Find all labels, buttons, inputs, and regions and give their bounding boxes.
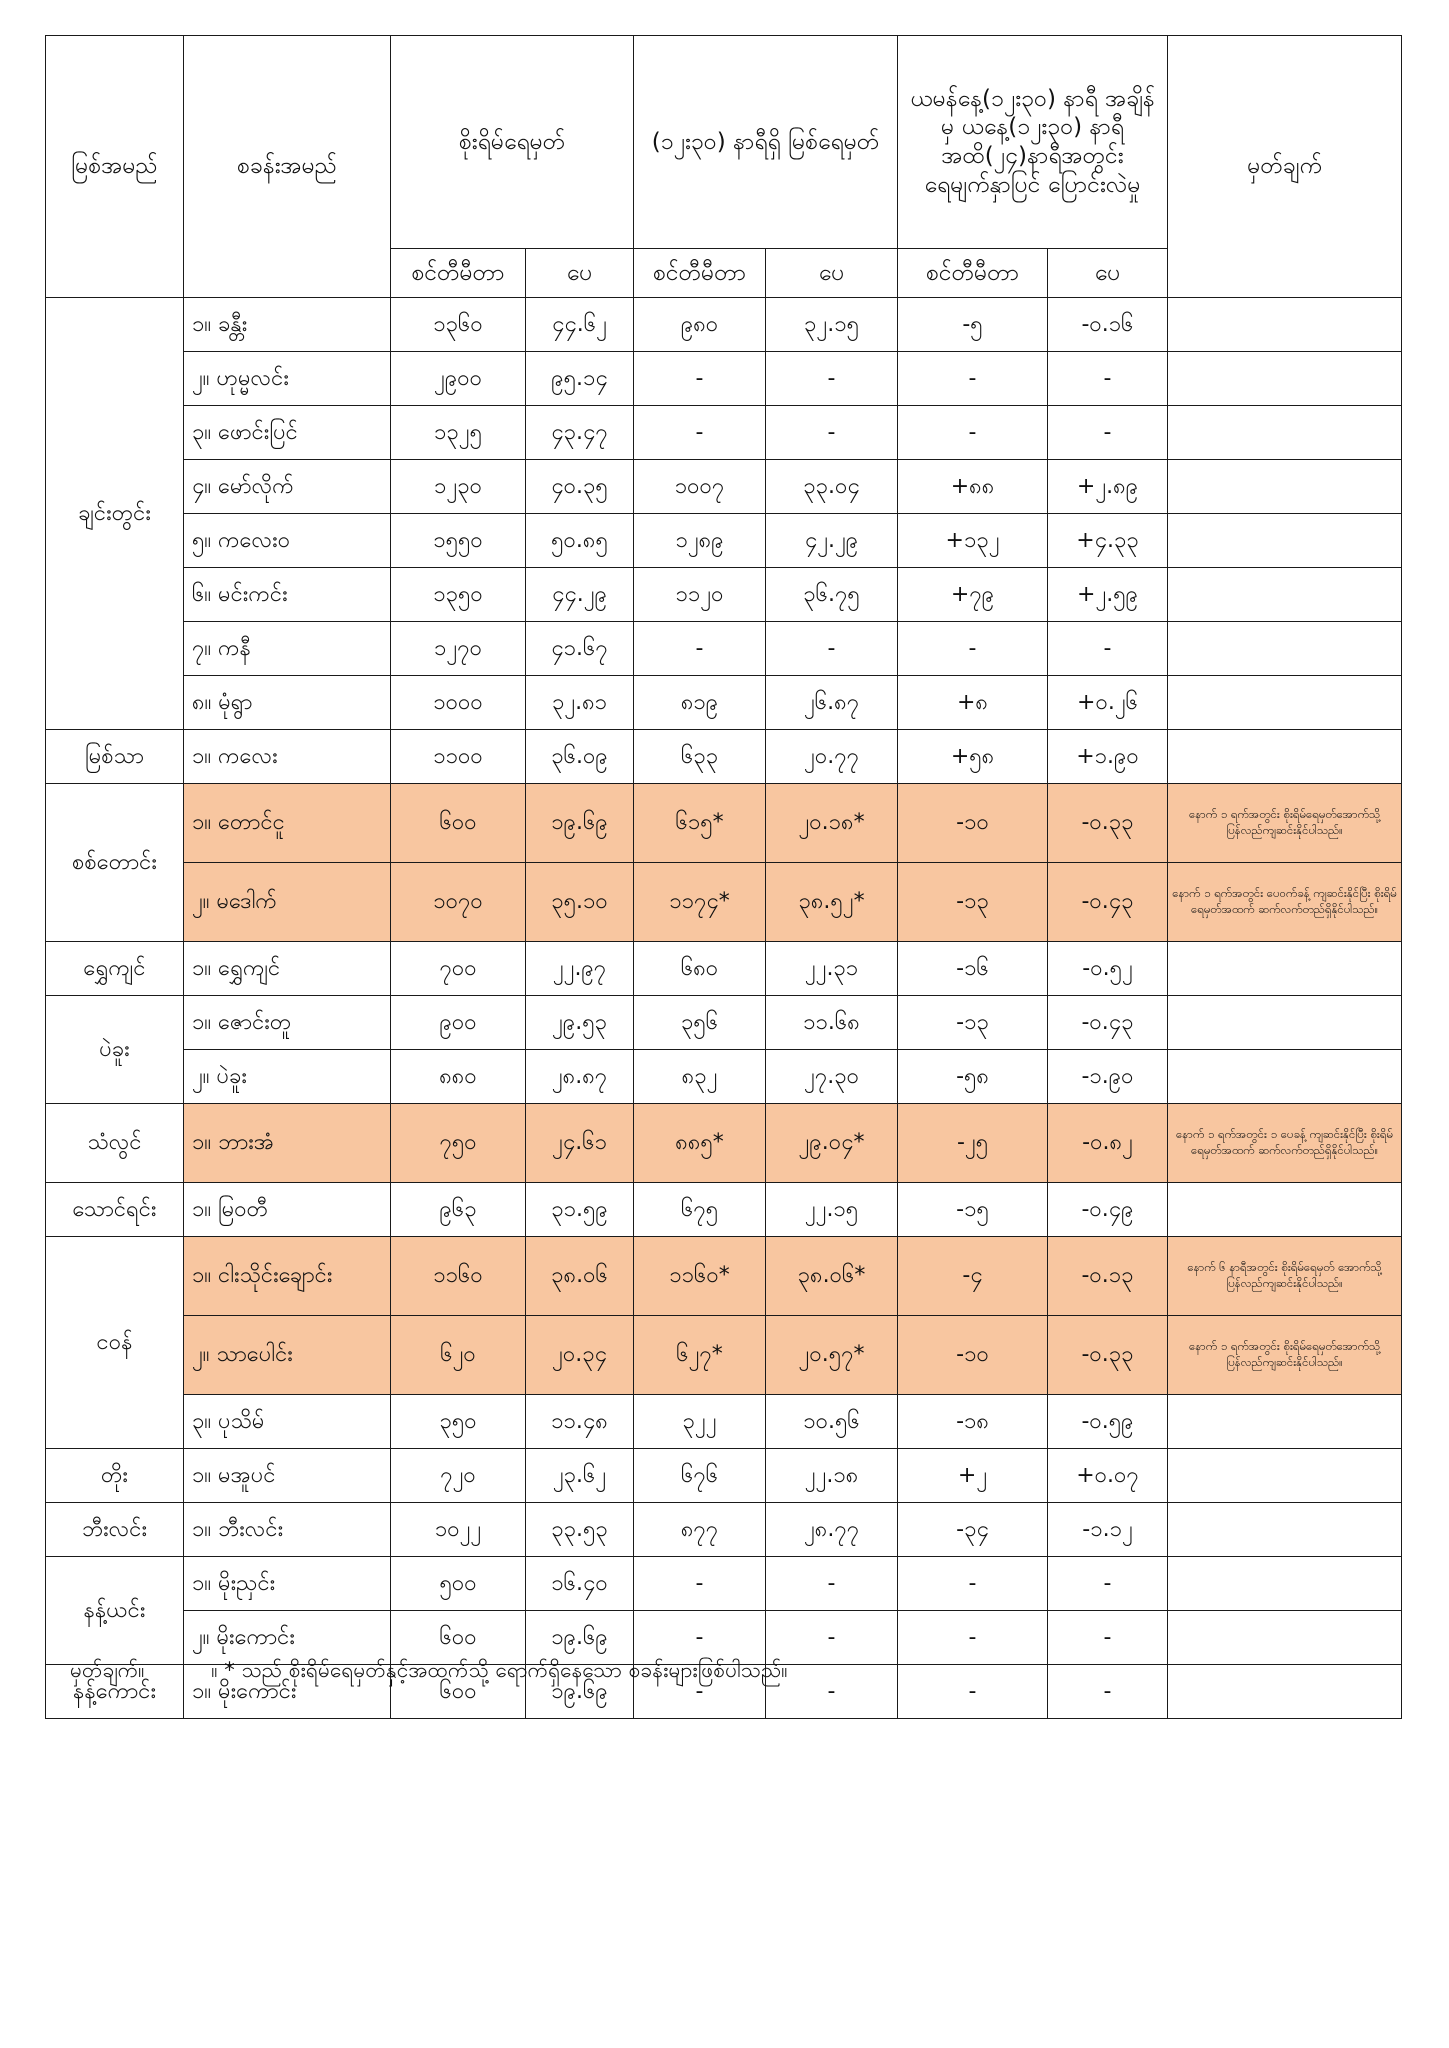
observed-cm: ၆၇၅ [634, 1183, 766, 1237]
danger-ft: ၄၃.၄၇ [526, 406, 634, 460]
river-name: စစ်တောင်း [46, 784, 184, 942]
remark-cell [1168, 942, 1402, 996]
river-name: ဘီးလင်း [46, 1503, 184, 1557]
danger-ft: ၁၉.၆၉ [526, 1611, 634, 1665]
change-cm: - [898, 352, 1048, 406]
river-name: ချင်းတွင်း [46, 298, 184, 730]
observed-ft: ၁၀.၅၆ [766, 1395, 898, 1449]
header-river: မြစ်အမည် [46, 36, 184, 298]
danger-cm: ၆၀၀ [391, 784, 526, 863]
danger-ft: ၄၁.၆၇ [526, 622, 634, 676]
remark-cell [1168, 1557, 1402, 1611]
change-ft: -၀.၅၉ [1048, 1395, 1168, 1449]
observed-ft: ၂၈.၇၇ [766, 1503, 898, 1557]
station-name: ၃။ ပုသိမ် [184, 1395, 391, 1449]
observed-cm: ၃၅၆ [634, 996, 766, 1050]
river-name: မြစ်သာ [46, 730, 184, 784]
river-name: တိုး [46, 1449, 184, 1503]
change-ft: -၁.၁၂ [1048, 1503, 1168, 1557]
change-cm: -၂၅ [898, 1104, 1048, 1183]
danger-cm: ၁၁၆၀ [391, 1237, 526, 1316]
station-name: ၂။ သာပေါင်း [184, 1316, 391, 1395]
remark-cell [1168, 1050, 1402, 1104]
danger-cm: ၂၉၀၀ [391, 352, 526, 406]
river-level-table [45, 35, 1402, 1719]
observed-ft: - [766, 622, 898, 676]
change-cm: - [898, 1665, 1048, 1719]
observed-cm: ၆၁၅* [634, 784, 766, 863]
danger-cm: ၈၈၀ [391, 1050, 526, 1104]
observed-cm: - [634, 622, 766, 676]
remark-cell [1168, 1183, 1402, 1237]
unit-cm-observed: စင်တီမီတာ [634, 249, 766, 298]
change-ft: -၀.၃၃ [1048, 1316, 1168, 1395]
observed-cm: - [634, 1665, 766, 1719]
river-name: နန့်ယင်း [46, 1557, 184, 1665]
table-row [46, 298, 1402, 352]
header-station: စခန်းအမည် [184, 36, 391, 298]
station-name: ၁။ ကလေး [184, 730, 391, 784]
unit-cm-change: စင်တီမီတာ [898, 249, 1048, 298]
observed-cm: ၁၁၂၀ [634, 568, 766, 622]
footnote [70, 1657, 788, 1688]
danger-cm: ၁၀၀၀ [391, 676, 526, 730]
remark-cell [1168, 406, 1402, 460]
change-ft: +၂.၈၉ [1048, 460, 1168, 514]
footnote-label: မှတ်ချက်။ [70, 1658, 145, 1682]
observed-ft: ၁၁.၆၈ [766, 996, 898, 1050]
station-name: ၁။ ငါးသိုင်းချောင်း [184, 1237, 391, 1316]
unit-cm-danger: စင်တီမီတာ [391, 249, 526, 298]
table-row [46, 406, 1402, 460]
river-name: နန့်ကောင်း [46, 1665, 184, 1719]
observed-ft: ၂၂.၁၅ [766, 1183, 898, 1237]
remark-cell [1168, 996, 1402, 1050]
change-cm: -၁၃ [898, 863, 1048, 942]
danger-ft: ၁၆.၄၀ [526, 1557, 634, 1611]
danger-ft: ၃၅.၁၀ [526, 863, 634, 942]
remark-cell [1168, 1449, 1402, 1503]
observed-ft: ၂၇.၃၀ [766, 1050, 898, 1104]
header-danger-level: စိုးရိမ်ရေမှတ် [391, 36, 634, 249]
observed-ft: ၃၂.၁၅ [766, 298, 898, 352]
change-cm: - [898, 622, 1048, 676]
station-name: ၇။ ကနီ [184, 622, 391, 676]
danger-cm: ၉၀၀ [391, 996, 526, 1050]
danger-ft: ၅၀.၈၅ [526, 514, 634, 568]
remark-cell: နောက် ၁ ရက်အတွင်း ၁ ပေခန့် ကျဆင်းနိုင်ပြီး စိုးရိမ်ရေမှတ်အထက် ဆက်လက်တည်ရှိနိုင်ပါသည်။ [1168, 1104, 1402, 1183]
danger-cm: ၅၀၀ [391, 1557, 526, 1611]
station-name: ၆။ မင်းကင်း [184, 568, 391, 622]
change-ft: -၀.၃၃ [1048, 784, 1168, 863]
station-name: ၁။ မအူပင် [184, 1449, 391, 1503]
table-row [46, 676, 1402, 730]
station-name: ၂။ ပဲခူး [184, 1050, 391, 1104]
station-name: ၂။ မိုးကောင်း [184, 1611, 391, 1665]
observed-ft: ၃၈.၅၂* [766, 863, 898, 942]
observed-ft: - [766, 352, 898, 406]
observed-cm: - [634, 1557, 766, 1611]
change-ft: -၀.၈၂ [1048, 1104, 1168, 1183]
remark-cell [1168, 730, 1402, 784]
observed-ft: ၃၃.၀၄ [766, 460, 898, 514]
observed-cm: ၁၁၆၀* [634, 1237, 766, 1316]
change-ft: +၀.၂၆ [1048, 676, 1168, 730]
observed-ft: ၂၂.၁၈ [766, 1449, 898, 1503]
station-name: ၁။ မိုးညှင်း [184, 1557, 391, 1611]
change-cm: +၇၉ [898, 568, 1048, 622]
danger-ft: ၄၀.၃၅ [526, 460, 634, 514]
table-row [46, 568, 1402, 622]
station-name: ၁။ မြဝတီ [184, 1183, 391, 1237]
table-row [46, 730, 1402, 784]
danger-cm: ၇၀၀ [391, 942, 526, 996]
observed-ft: ၂၀.၅၇* [766, 1316, 898, 1395]
danger-cm: ၆၂၀ [391, 1316, 526, 1395]
table-row [46, 1395, 1402, 1449]
remark-cell [1168, 568, 1402, 622]
observed-ft: ၂၂.၃၁ [766, 942, 898, 996]
remark-cell: နောက် ၆ နာရီအတွင်း စိုးရိမ်ရေမှတ် အောက်သို့ ပြန်လည်ကျဆင်းနိုင်ပါသည်။ [1168, 1237, 1402, 1316]
table-row [46, 1503, 1402, 1557]
station-name: ၂။ ဟုမ္မလင်း [184, 352, 391, 406]
river-name: ပဲခူး [46, 996, 184, 1104]
station-name: ၁။ ဇောင်းတူ [184, 996, 391, 1050]
observed-cm: ၈၃၂ [634, 1050, 766, 1104]
header-remark: မှတ်ချက် [1168, 36, 1402, 298]
table-row [46, 1104, 1402, 1183]
unit-ft-change: ပေ [1048, 249, 1168, 298]
change-ft: - [1048, 1611, 1168, 1665]
station-name: ၁။ ရွှေကျင် [184, 942, 391, 996]
observed-cm: - [634, 406, 766, 460]
observed-ft: ၂၉.၀၄* [766, 1104, 898, 1183]
table-row [46, 1237, 1402, 1316]
unit-ft-observed: ပေ [766, 249, 898, 298]
danger-cm: ၁၅၅၀ [391, 514, 526, 568]
observed-cm: ၆၈၀ [634, 942, 766, 996]
station-name: ၁။ တောင်ငူ [184, 784, 391, 863]
remark-cell [1168, 298, 1402, 352]
danger-ft: ၄၄.၆၂ [526, 298, 634, 352]
table-row [46, 1449, 1402, 1503]
danger-cm: ၃၅၀ [391, 1395, 526, 1449]
observed-cm: ၈၁၉ [634, 676, 766, 730]
header-24h-change: ယမန်နေ့(၁၂း၃၀) နာရီ အချိန်မှ ယနေ့(၁၂း၃၀) နာရီအထိ(၂၄)နာရီအတွင်း ရေမျက်နှာပြင် ပြောင်းလဲမှု [898, 36, 1168, 249]
table-row [46, 996, 1402, 1050]
observed-ft: ၃၆.၇၅ [766, 568, 898, 622]
observed-cm: ၆၂၇* [634, 1316, 766, 1395]
change-cm: +၁၃၂ [898, 514, 1048, 568]
danger-cm: ၇၂၀ [391, 1449, 526, 1503]
station-name: ၁။ ခန္တီး [184, 298, 391, 352]
table-row [46, 1183, 1402, 1237]
danger-ft: ၁၁.၄၈ [526, 1395, 634, 1449]
station-name: ၂။ မဒေါက် [184, 863, 391, 942]
danger-cm: ၁၃၂၅ [391, 406, 526, 460]
change-cm: -၁၈ [898, 1395, 1048, 1449]
change-ft: - [1048, 1557, 1168, 1611]
observed-cm: ၃၂၂ [634, 1395, 766, 1449]
table-row [46, 1050, 1402, 1104]
station-name: ၄။ မော်လိုက် [184, 460, 391, 514]
observed-ft: - [766, 1611, 898, 1665]
river-name: သောင်ရင်း [46, 1183, 184, 1237]
danger-ft: ၁၉.၆၉ [526, 784, 634, 863]
change-cm: +၂ [898, 1449, 1048, 1503]
change-cm: -၁၃ [898, 996, 1048, 1050]
danger-ft: ၃၈.၀၆ [526, 1237, 634, 1316]
unit-ft-danger: ပေ [526, 249, 634, 298]
change-ft: +၁.၉၀ [1048, 730, 1168, 784]
change-ft: - [1048, 1665, 1168, 1719]
remark-cell: နောက် ၁ ရက်အတွင်း စိုးရိမ်ရေမှတ်အောက်သို့ ပြန်လည်ကျဆင်းနိုင်ပါသည်။ [1168, 1316, 1402, 1395]
remark-cell [1168, 460, 1402, 514]
danger-ft: ၁၉.၆၉ [526, 1665, 634, 1719]
danger-ft: ၂၂.၉၇ [526, 942, 634, 996]
remark-cell: နောက် ၁ ရက်အတွင်း စိုးရိမ်ရေမှတ်အောက်သို့ ပြန်လည်ကျဆင်းနိုင်ပါသည်။ [1168, 784, 1402, 863]
change-cm: -၅၈ [898, 1050, 1048, 1104]
observed-ft: ၂၀.၇၇ [766, 730, 898, 784]
observed-cm: ၈၇၇ [634, 1503, 766, 1557]
change-cm: -၃၄ [898, 1503, 1048, 1557]
observed-ft: ၄၂.၂၉ [766, 514, 898, 568]
danger-ft: ၉၅.၁၄ [526, 352, 634, 406]
table-row [46, 352, 1402, 406]
change-ft: -၀.၄၃ [1048, 996, 1168, 1050]
change-ft: -၀.၅၂ [1048, 942, 1168, 996]
remark-cell [1168, 1503, 1402, 1557]
observed-cm: ၆၃၃ [634, 730, 766, 784]
change-cm: -၁၀ [898, 1316, 1048, 1395]
change-cm: -၁၀ [898, 784, 1048, 863]
change-cm: +၈ [898, 676, 1048, 730]
danger-ft: ၂၃.၆၂ [526, 1449, 634, 1503]
table-row [46, 942, 1402, 996]
river-name: သံလွင် [46, 1104, 184, 1183]
change-cm: +၅၈ [898, 730, 1048, 784]
remark-cell [1168, 1665, 1402, 1719]
station-name: ၁။ မိုးကောင်း [184, 1665, 391, 1719]
change-ft: - [1048, 406, 1168, 460]
observed-cm: ၁၂၈၉ [634, 514, 766, 568]
change-cm: -၁၆ [898, 942, 1048, 996]
table-row [46, 460, 1402, 514]
danger-cm: ၆၀၀ [391, 1665, 526, 1719]
header-observed-level: (၁၂း၃၀) နာရီရှိ မြစ်ရေမှတ် [634, 36, 898, 249]
table-row [46, 622, 1402, 676]
station-name: ၁။ ဘားအံ [184, 1104, 391, 1183]
danger-cm: ၇၅၀ [391, 1104, 526, 1183]
observed-cm: - [634, 1611, 766, 1665]
observed-ft: ၃၈.၀၆* [766, 1237, 898, 1316]
change-cm: -၁၅ [898, 1183, 1048, 1237]
change-cm: - [898, 1557, 1048, 1611]
table-row [46, 514, 1402, 568]
change-ft: - [1048, 622, 1168, 676]
remark-cell [1168, 1611, 1402, 1665]
station-name: ၁။ ဘီးလင်း [184, 1503, 391, 1557]
danger-ft: ၂၉.၅၃ [526, 996, 634, 1050]
danger-ft: ၃၂.၈၁ [526, 676, 634, 730]
river-name: ရွှေကျင် [46, 942, 184, 996]
change-ft: - [1048, 352, 1168, 406]
remark-cell: နောက် ၁ ရက်အတွင်း ပေဝက်ခန့် ကျဆင်းနိုင်ပြီး စိုးရိမ်ရေမှတ်အထက် ဆက်လက်တည်ရှိနိုင်ပါသည်။ [1168, 863, 1402, 942]
danger-cm: ၆၀၀ [391, 1611, 526, 1665]
table-body [46, 298, 1402, 1719]
observed-cm: ၁၀၀၇ [634, 460, 766, 514]
table-row [46, 1557, 1402, 1611]
change-ft: -၁.၉၀ [1048, 1050, 1168, 1104]
header-row-main [46, 36, 1402, 249]
observed-ft: - [766, 1665, 898, 1719]
station-name: ၅။ ကလေးဝ [184, 514, 391, 568]
danger-ft: ၃၁.၅၉ [526, 1183, 634, 1237]
change-cm: - [898, 406, 1048, 460]
change-cm: -၄ [898, 1237, 1048, 1316]
change-ft: -၀.၁၃ [1048, 1237, 1168, 1316]
danger-ft: ၂၄.၆၁ [526, 1104, 634, 1183]
danger-ft: ၃၃.၅၃ [526, 1503, 634, 1557]
table-row [46, 863, 1402, 942]
change-ft: -၀.၄၃ [1048, 863, 1168, 942]
danger-cm: ၁၂၃၀ [391, 460, 526, 514]
danger-cm: ၉၆၃ [391, 1183, 526, 1237]
danger-ft: ၄၄.၂၉ [526, 568, 634, 622]
danger-ft: ၂၈.၈၇ [526, 1050, 634, 1104]
remark-cell [1168, 676, 1402, 730]
change-ft: +၂.၅၉ [1048, 568, 1168, 622]
observed-ft: ၂၆.၈၇ [766, 676, 898, 730]
observed-cm: ၈၈၅* [634, 1104, 766, 1183]
river-name: ငဝန် [46, 1237, 184, 1449]
change-ft: -၀.၄၉ [1048, 1183, 1168, 1237]
danger-cm: ၁၂၇၀ [391, 622, 526, 676]
danger-cm: ၁၁၀၀ [391, 730, 526, 784]
danger-cm: ၁၀၂၂ [391, 1503, 526, 1557]
remark-cell [1168, 622, 1402, 676]
change-ft: +၄.၃၃ [1048, 514, 1168, 568]
observed-cm: ၉၈၀ [634, 298, 766, 352]
table-row [46, 1316, 1402, 1395]
change-cm: -၅ [898, 298, 1048, 352]
change-ft: +၀.၀၇ [1048, 1449, 1168, 1503]
remark-cell [1168, 514, 1402, 568]
table-row [46, 784, 1402, 863]
station-name: ၈။ မုံရွာ [184, 676, 391, 730]
change-cm: - [898, 1611, 1048, 1665]
observed-ft: - [766, 1557, 898, 1611]
station-name: ၃။ ဖောင်းပြင် [184, 406, 391, 460]
danger-cm: ၁၃၅၀ [391, 568, 526, 622]
remark-cell [1168, 1395, 1402, 1449]
danger-cm: ၁၃၆၀ [391, 298, 526, 352]
observed-cm: - [634, 352, 766, 406]
observed-cm: ၁၁၇၄* [634, 863, 766, 942]
danger-cm: ၁၀၇၀ [391, 863, 526, 942]
danger-ft: ၂၀.၃၄ [526, 1316, 634, 1395]
change-cm: +၈၈ [898, 460, 1048, 514]
change-ft: -၀.၁၆ [1048, 298, 1168, 352]
observed-ft: - [766, 406, 898, 460]
remark-cell [1168, 352, 1402, 406]
observed-cm: ၆၇၆ [634, 1449, 766, 1503]
observed-ft: ၂၀.၁၈* [766, 784, 898, 863]
footnote-text: ။ * သည် စိုးရိမ်ရေမှတ်နှင့်အထက်သို့ ရောက်ရှိနေသော စခန်းများဖြစ်ပါသည်။ [211, 1658, 788, 1682]
danger-ft: ၃၆.၀၉ [526, 730, 634, 784]
